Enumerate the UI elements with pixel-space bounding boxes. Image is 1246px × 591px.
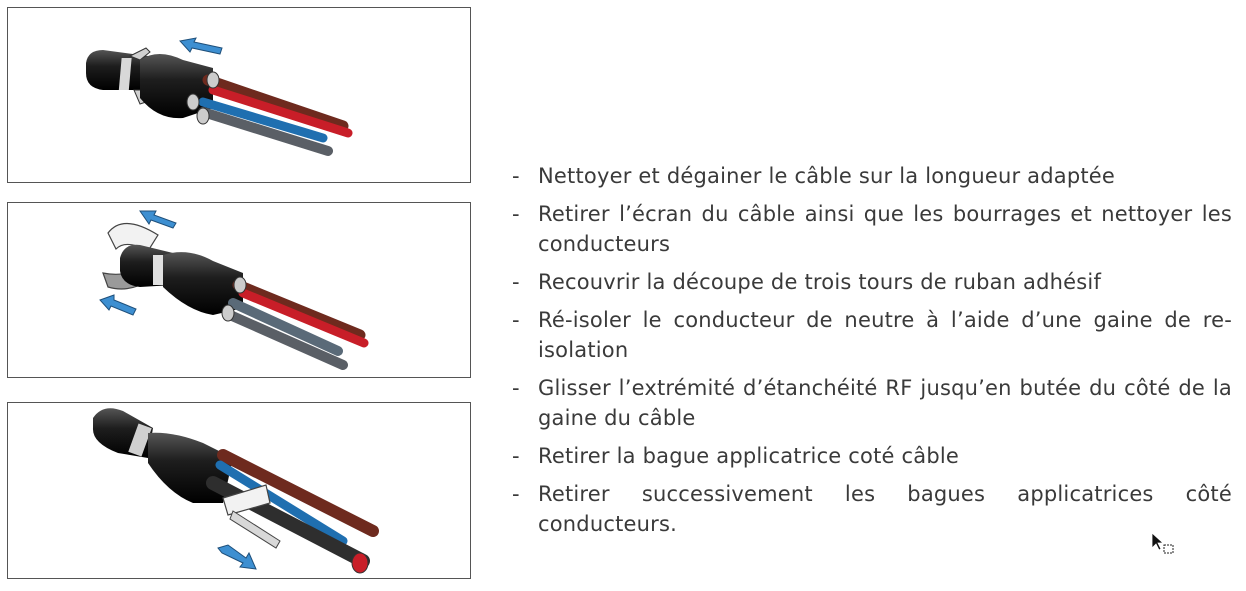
list-item: - Retirer la bague applicatrice coté câble [512,444,960,468]
list-item: - Recouvrir la découpe de trois tours de ruban adhésif [512,270,1102,294]
arrow-icon [100,295,136,315]
illustration-panel-3 [7,402,471,579]
illustration-panel-2 [7,202,471,378]
list-item: - Retirer successivement les bagues applicatrices côté conducteurs. [512,482,1232,536]
cable-step-1-illustration [8,8,470,182]
step-text: Glisser l’extrémité d’étanchéité RF jusqu’en butée du côté de la gaine du câble [538,376,1232,430]
illustration-panel-1 [7,7,471,183]
cable-step-3-illustration [8,403,470,578]
step-text: Recouvrir la découpe de trois tours de ruban adhésif [538,270,1102,294]
arrow-icon [180,38,222,54]
step-text: Retirer successivement les bagues applicatrices côté conducteurs. [538,482,1232,536]
step-text: Retirer la bague applicatrice coté câble [538,444,960,468]
step-text: Retirer l’écran du câble ainsi que les bourrages et nettoyer les conducteurs [538,202,1232,256]
list-item: - Ré-isoler le conducteur de neutre à l’aide d’une gaine de re-isolation [512,308,1232,362]
arrow-icon [218,545,256,569]
arrow-icon [140,211,176,228]
step-text: Nettoyer et dégainer le câble sur la longueur adaptée [538,164,1116,188]
list-item: - Nettoyer et dégainer le câble sur la longueur adaptée [512,164,1116,188]
list-item: - Retirer l’écran du câble ainsi que les bourrages et nettoyer les conducteurs [512,202,1232,256]
list-item: - Glisser l’extrémité d’étanchéité RF jusqu’en butée du côté de la gaine du câble [512,376,1232,430]
instruction-list [510,161,1232,547]
mouse-cursor-icon [1150,532,1176,556]
step-text: Ré-isoler le conducteur de neutre à l’aide d’une gaine de re-isolation [538,308,1232,362]
cable-step-2-illustration [8,203,470,377]
